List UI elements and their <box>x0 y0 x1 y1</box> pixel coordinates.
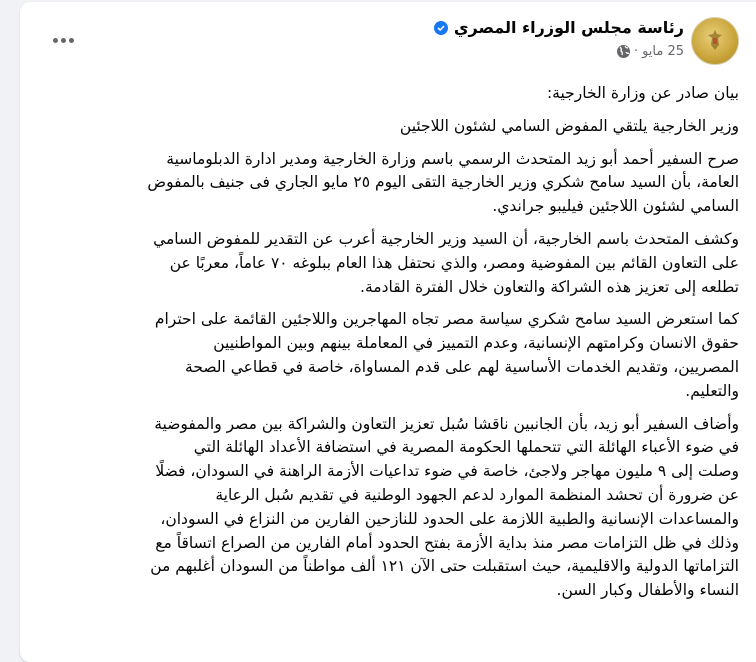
text-line: النساء والأطفال وكبار السن. <box>556 581 739 600</box>
dot-icon <box>61 38 66 43</box>
meta-separator: · <box>633 44 639 59</box>
text-line: على التعاون القائم بين المفوضية ومصر، والذي نحتفل هذا العام ببلوغه ٧٠ عاماً، معربًا عن <box>169 253 739 272</box>
text-line: والمساعدات الإنسانية والطبية اللازمة على الحدود للنازحين الفارين من النزاع في السودان، <box>160 509 739 528</box>
eagle-emblem-icon <box>707 29 723 51</box>
post-paragraph <box>19 82 739 106</box>
globe-icon[interactable] <box>617 45 630 58</box>
text-line: وأضاف السفير أبو زيد، بأن الجانبين ناقشا سُبل تعزيز التعاون والشراكة بين مصر والمفوضية <box>154 414 739 433</box>
text-line: حقوق الانسان وكرامتهم الإنسانية، وعدم التمييز في المعاملة بينهم وبين المواطنيين <box>213 334 739 353</box>
text-line: وكشف المتحدث باسم الخارجية، أن السيد وزير الخارجية أعرب عن التقدير للمفوض السامي <box>153 229 739 248</box>
post-paragraph <box>19 413 739 603</box>
text-line: في ضوء الأعباء الهائلة التي تتحملها الحكومة المصرية في استضافة الأعداد الهائلة التي <box>193 438 739 457</box>
dot-icon <box>53 38 58 43</box>
text-line: العامة، بأن السيد سامح شكري وزير الخارجية التقى اليوم ٢٥ مايو الجاري فى جنيف بالمفوض <box>147 173 739 192</box>
text-line: كما استعرض السيد سامح شكري سياسة مصر تجاه المهاجرين واللاجئين القائمة على احترام <box>154 310 739 329</box>
text-line: وذلك في ظل التزامات مصر منذ بداية الأزمة بفتح الحدود أمام الفارين من الصراع اتساقاً مع <box>155 533 739 552</box>
post-text <box>19 82 739 612</box>
page-avatar[interactable] <box>691 17 739 65</box>
text-line: المصريين، وتقديم الخدمات الأساسية لهم على قدم المساواة، خاصة في قطاعي الصحة <box>185 357 739 376</box>
post-paragraph <box>19 228 739 299</box>
post-header-name <box>434 18 684 37</box>
text-line: عن ضرورة أن تحشد المنظمة الموارد لدعم الجهود الوطنية في تقديم سُبل الرعاية <box>215 485 739 504</box>
text-line: السامي لشئون اللاجئين فيليبو جراندي. <box>492 197 739 216</box>
dot-icon <box>69 38 74 43</box>
text-line: تطلعه إلى تعزيز هذه الشراكة والتعاون خلال الفترة القادمة. <box>360 277 739 296</box>
verified-badge-icon <box>434 21 448 35</box>
text-line: وزير الخارجية يلتقي المفوض السامي لشئون اللاجئين <box>399 116 739 135</box>
text-line: التزاماتها الدولية والاقليمية، حيث استقبلت حتى الآن ١٢١ ألف مواطناً من السودان أغلبهم من <box>150 557 739 576</box>
post-paragraph <box>19 148 739 219</box>
author-name[interactable]: رئاسة مجلس الوزراء المصري <box>453 18 684 37</box>
post-paragraph <box>19 308 739 403</box>
text-line: والتعليم. <box>685 381 739 400</box>
post-card <box>20 2 756 662</box>
post-paragraph <box>19 115 739 139</box>
text-line: بيان صادر عن وزارة الخارجية: <box>546 84 739 102</box>
post-date[interactable]: 25 مايو <box>642 44 684 59</box>
text-line: صرح السفير أحمد أبو زيد المتحدث الرسمي باسم وزارة الخارجية ومدير ادارة الدبلوماسية <box>166 149 739 168</box>
text-line: وصلت إلى ٩ مليون مهاجر ولاجئ، خاصة في ضوء تداعيات الأزمة الراهنة في السودان، فضلًا <box>155 462 739 481</box>
more-options-button[interactable] <box>50 32 76 48</box>
post-meta <box>617 44 684 59</box>
